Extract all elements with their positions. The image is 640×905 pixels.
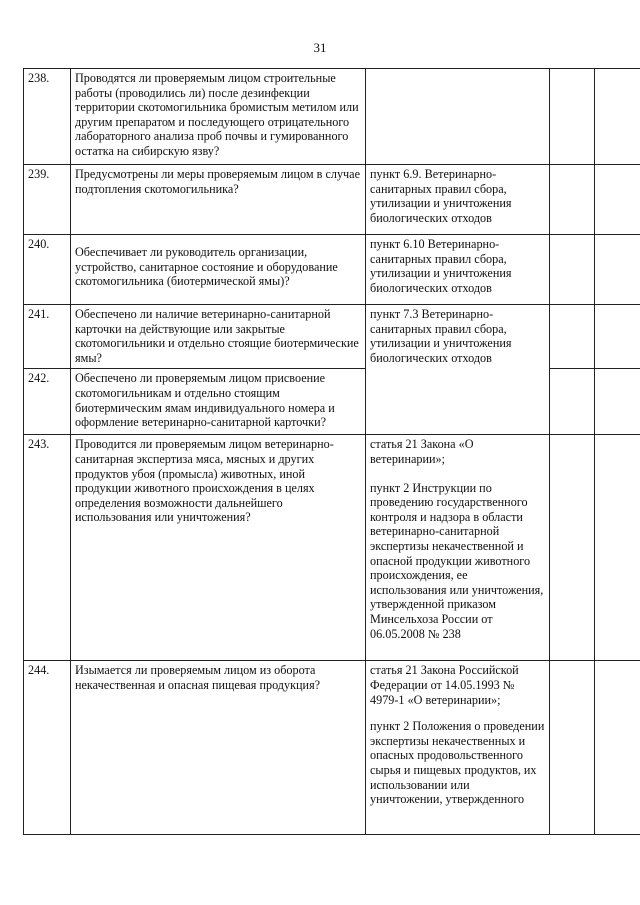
reference-cell: пункт 7.3 Ветеринарно-санитарных правил сбора, утилизации и уничтожения биологических отходов	[366, 305, 550, 435]
answer-cell	[550, 369, 595, 435]
question-text: Обеспечивает ли руководитель организации, устройство, санитарное состояние и оборудование скотомогильника (биотермической ямы)?	[75, 245, 338, 289]
answer-cell	[550, 69, 595, 165]
answer-cell	[550, 165, 595, 235]
checklist-table	[23, 68, 640, 835]
reference-law: статья 21 Закона Российской Федерации от 14.05.1993 № 4979-1 «О ветеринарии»;	[370, 663, 519, 707]
page-number: 31	[313, 40, 327, 55]
table-row	[24, 235, 640, 305]
answer-cell	[550, 305, 595, 369]
reference-cell: пункт 6.10 Ветеринарно-санитарных правил сбора, утилизации и уничтожения биологических отходов	[366, 235, 550, 305]
question-cell	[71, 235, 366, 305]
reference-instruction: пункт 2 Инструкции по проведению государственного контроля и надзора в области ветеринарно-санитарной экспертизы некачественной и опасной продукции животного происхождения, ее использования или уничтожения, утвержденной приказом Минсельхоза России от 06.05.2008 № 238	[370, 480, 544, 641]
note-cell	[595, 435, 640, 661]
row-number: 243.	[24, 435, 71, 661]
note-cell	[595, 165, 640, 235]
reference-regulation: пункт 2 Положения о проведении экспертизы некачественных и опасных продовольственного сырья и пищевых продуктов, их использовании или уничтожении, утвержденного	[370, 719, 545, 807]
row-number: 240.	[24, 235, 71, 305]
table-row	[24, 165, 640, 235]
row-number: 244.	[24, 661, 71, 835]
note-cell	[595, 305, 640, 369]
question-cell: Изымается ли проверяемым лицом из оборота некачественная и опасная пищевая продукция?	[71, 661, 366, 835]
reference-cell	[366, 661, 550, 835]
note-cell	[595, 235, 640, 305]
row-number: 239.	[24, 165, 71, 235]
reference-law: статья 21 Закона «О ветеринарии»;	[370, 437, 474, 466]
question-cell: Предусмотрены ли меры проверяемым лицом в случае подтопления скотомогильника?	[71, 165, 366, 235]
reference-cell	[366, 435, 550, 661]
note-cell	[595, 69, 640, 165]
answer-cell	[550, 235, 595, 305]
table-row	[24, 69, 640, 165]
reference-cell: пункт 6.9. Ветеринарно-санитарных правил сбора, утилизации и уничтожения биологических отходов	[366, 165, 550, 235]
answer-cell	[550, 661, 595, 835]
table-row	[24, 435, 640, 661]
row-number: 238.	[24, 69, 71, 165]
question-cell: Проводятся ли проверяемым лицом строительные работы (проводились ли) после дезинфекции территории скотомогильника бромистым метилом или другим препаратом и последующего отрицательного лабораторного анализа проб почвы и гумированного остатка на сибирскую язву?	[71, 69, 366, 165]
question-cell: Проводится ли проверяемым лицом ветеринарно-санитарная экспертиза мяса, мясных и других продуктов убоя (промысла) животных, иной продукции животного происхождения в целях определения возможности дальнейшего использования или уничтожения?	[71, 435, 366, 661]
row-number: 242.	[24, 369, 71, 435]
table-row	[24, 305, 640, 369]
reference-cell	[366, 69, 550, 165]
table-row	[24, 661, 640, 835]
row-number: 241.	[24, 305, 71, 369]
question-cell: Обеспечено ли проверяемым лицом присвоение скотомогильникам и отдельно стоящим биотермическим ямам индивидуального номера и оформление ветеринарно-санитарной карточки?	[71, 369, 366, 435]
note-cell	[595, 369, 640, 435]
note-cell	[595, 661, 640, 835]
question-cell: Обеспечено ли наличие ветеринарно-санитарной карточки на действующие или закрытые скотомогильники и отдельно стоящие биотермические ямы?	[71, 305, 366, 369]
answer-cell	[550, 435, 595, 661]
